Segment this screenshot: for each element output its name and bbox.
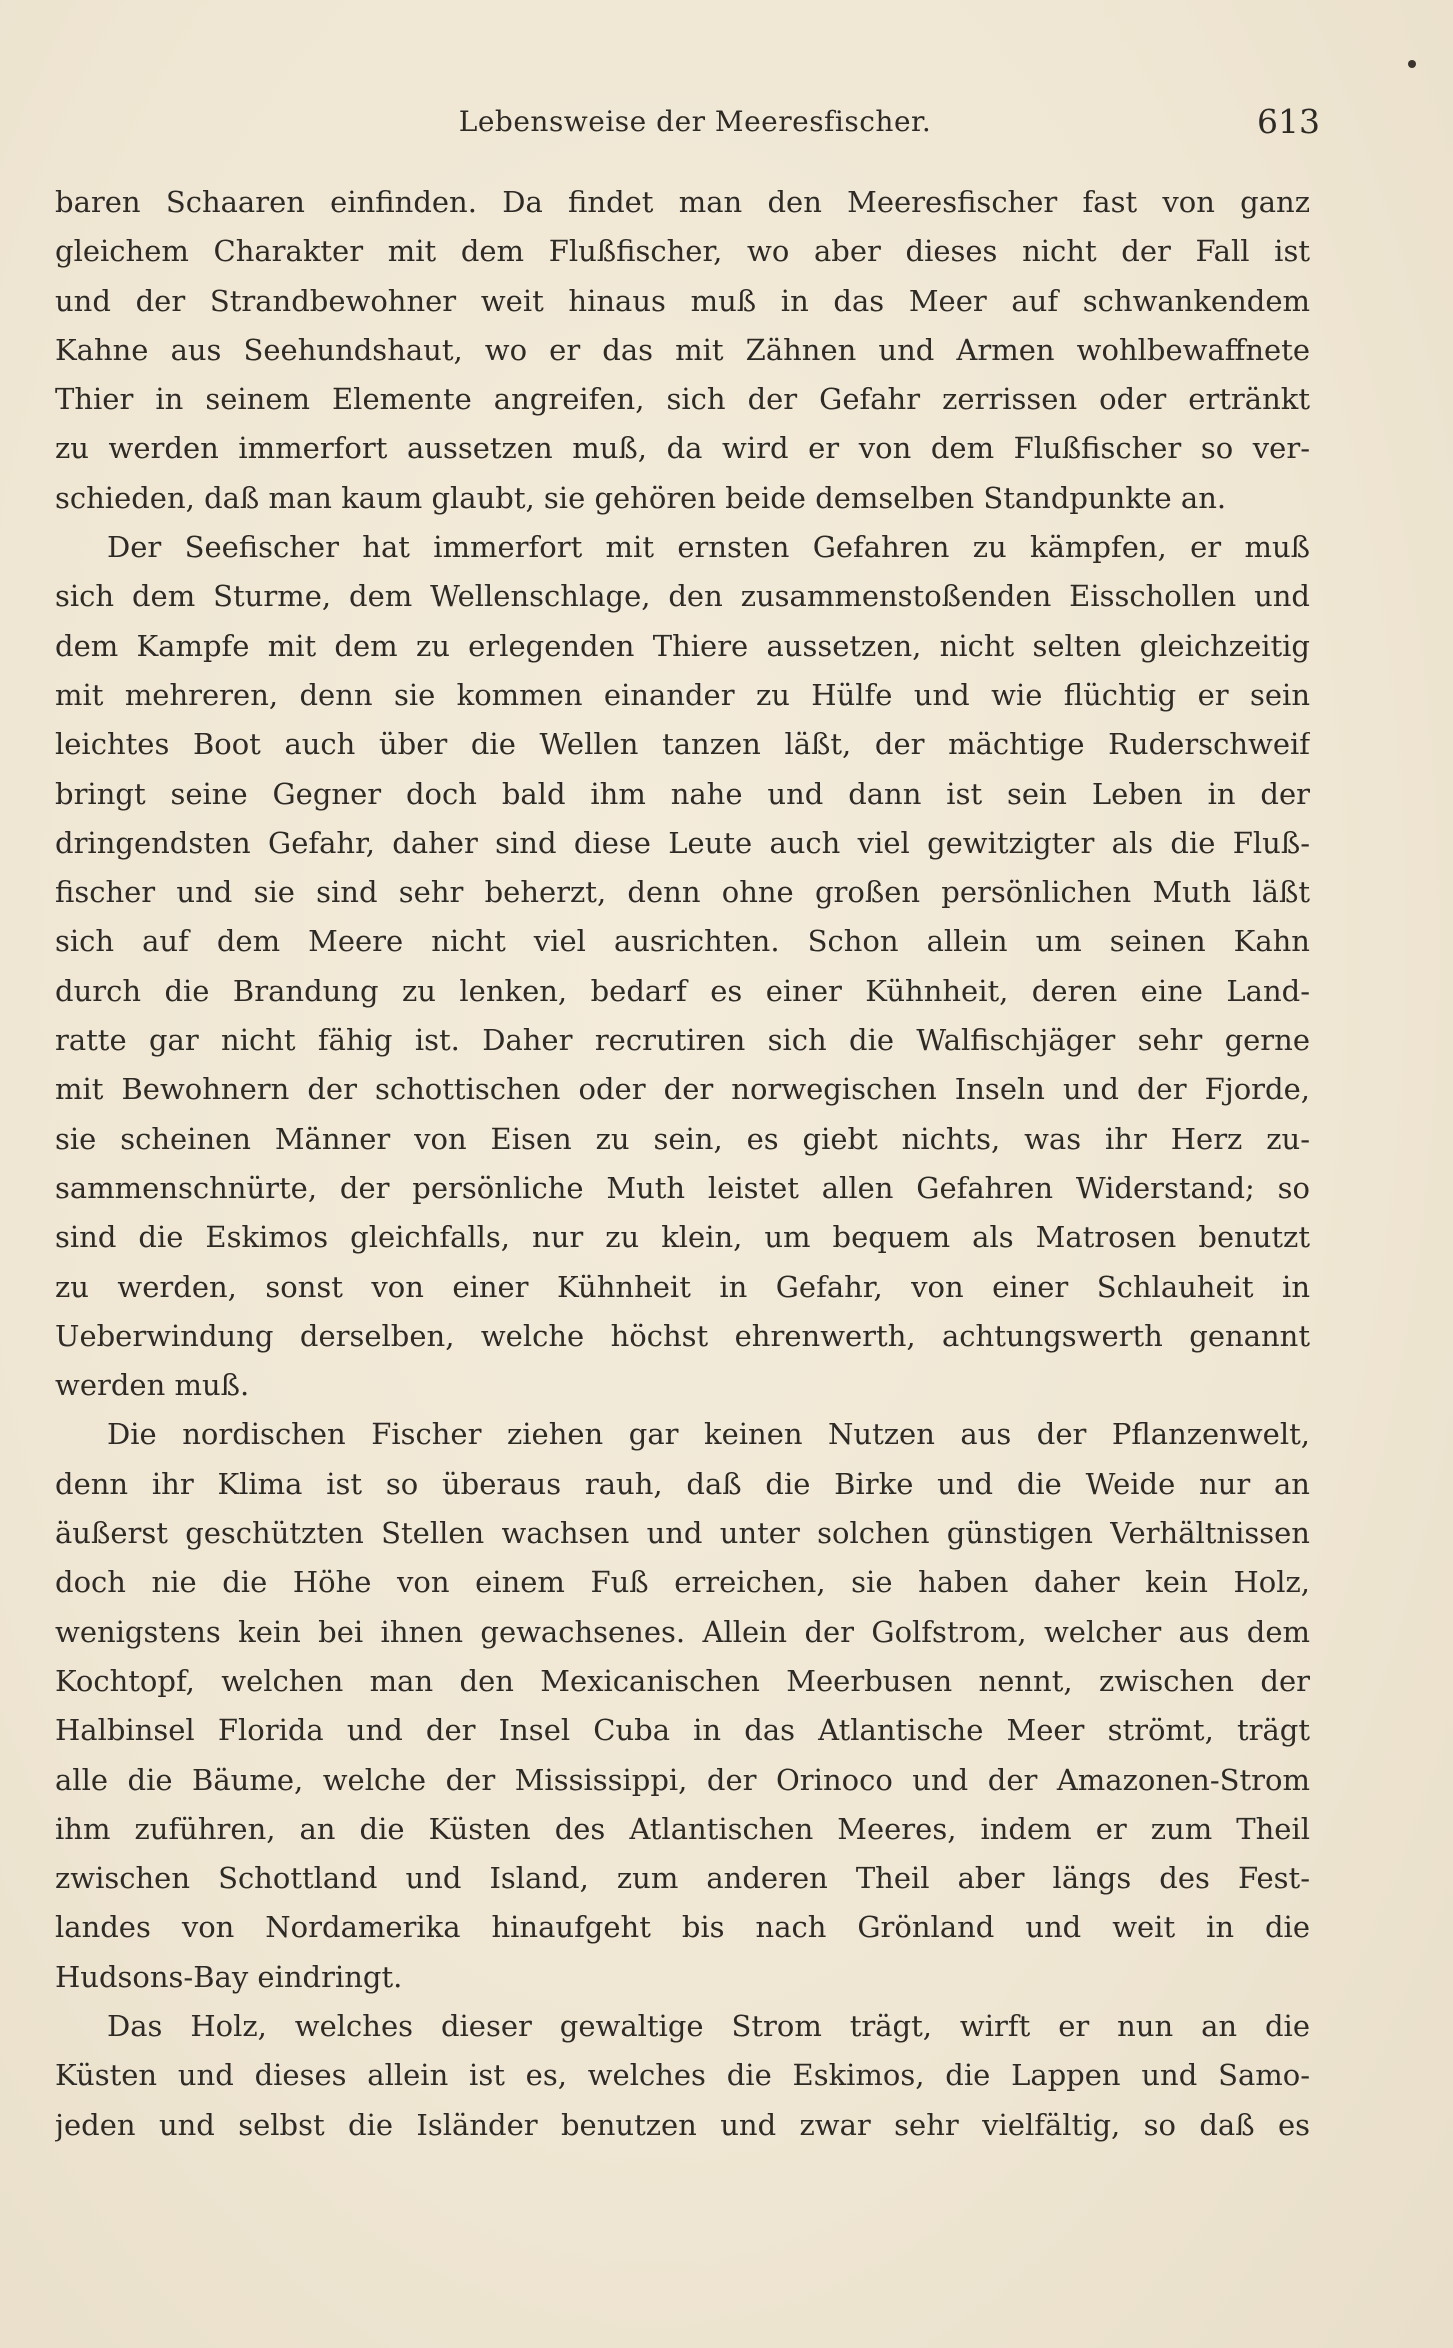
text-line: sammenschnürte, der persönliche Muth leistet allen Gefahren Widerstand; so (55, 1170, 1310, 1205)
text-line: Ueberwindung derselben, welche höchst ehrenwerth, achtungswerth genannt (55, 1318, 1310, 1353)
text-line: mit Bewohnern der schottischen oder der norwegischen Inseln und der Fjorde, (55, 1072, 1310, 1107)
body-text (55, 178, 1310, 2150)
page-number: 613 (1257, 102, 1320, 141)
ink-spot (1408, 60, 1416, 68)
page-header (70, 98, 1320, 146)
text-line: Küsten und dieses allein ist es, welches die Eskimos, die Lappen und Samo- (55, 2058, 1310, 2093)
text-line: sie scheinen Männer von Eisen zu sein, es giebt nichts, was ihr Herz zu- (55, 1121, 1310, 1156)
text-line: sich dem Sturme, dem Wellenschlage, den zusammenstoßenden Eisschollen und (55, 579, 1310, 614)
text-line: alle die Bäume, welche der Mississippi, der Orinoco und der Amazonen-Strom (55, 1762, 1310, 1797)
text-line: wenigstens kein bei ihnen gewachsenes. Allein der Golfstrom, welcher aus dem (55, 1614, 1310, 1649)
text-line: äußerst geschützten Stellen wachsen und unter solchen günstigen Verhältnissen (55, 1516, 1310, 1551)
text-line: mit mehreren, denn sie kommen einander zu Hülfe und wie flüchtig er sein (55, 677, 1310, 712)
text-line: landes von Nordamerika hinaufgeht bis nach Grönland und weit in die (55, 1910, 1310, 1945)
text-line: gleichem Charakter mit dem Flußfischer, wo aber dieses nicht der Fall ist (55, 234, 1310, 269)
text-line: werden muß. (55, 1368, 250, 1403)
text-line: Der Seefischer hat immerfort mit ernsten Gefahren zu kämpfen, er muß (107, 530, 1310, 565)
text-line: leichtes Boot auch über die Wellen tanzen läßt, der mächtige Ruderschweif (55, 727, 1310, 762)
text-line: schieden, daß man kaum glaubt, sie gehören beide demselben Standpunkte an. (55, 480, 1227, 515)
text-line: Hudsons-Bay eindringt. (55, 1959, 403, 1994)
text-line: denn ihr Klima ist so überaus rauh, daß die Birke und die Weide nur an (55, 1466, 1310, 1501)
text-line: baren Schaaren einfinden. Da findet man den Meeresfischer fast von ganz (55, 185, 1310, 219)
text-line: Das Holz, welches dieser gewaltige Strom trägt, wirft er nun an die (107, 2008, 1310, 2043)
text-line: Thier in seinem Elemente angreifen, sich der Gefahr zerrissen oder ertränkt (55, 382, 1310, 417)
text-line: Kochtopf, welchen man den Mexicanischen Meerbusen nennt, zwischen der (55, 1663, 1310, 1698)
text-line: Kahne aus Seehundshaut, wo er das mit Zähnen und Armen wohlbewaffnete (55, 332, 1310, 367)
text-line: durch die Brandung zu lenken, bedarf es einer Kühnheit, deren eine Land- (55, 973, 1310, 1008)
text-line: zu werden, sonst von einer Kühnheit in Gefahr, von einer Schlauheit in (55, 1269, 1310, 1304)
text-line: und der Strandbewohner weit hinaus muß in das Meer auf schwankendem (55, 283, 1310, 318)
text-line: dem Kampfe mit dem zu erlegenden Thiere aussetzen, nicht selten gleichzeitig (55, 628, 1310, 663)
text-line: sind die Eskimos gleichfalls, nur zu klein, um bequem als Matrosen benutzt (55, 1220, 1310, 1255)
text-line: ratte gar nicht fähig ist. Daher recrutiren sich die Walfischjäger sehr gerne (55, 1023, 1310, 1058)
text-line: sich auf dem Meere nicht viel ausrichten. Schon allein um seinen Kahn (55, 924, 1310, 959)
text-line: bringt seine Gegner doch bald ihm nahe und dann ist sein Leben in der (55, 776, 1310, 811)
text-line: ihm zuführen, an die Küsten des Atlantischen Meeres, indem er zum Theil (55, 1811, 1310, 1846)
text-line: doch nie die Höhe von einem Fuß erreichen, sie haben daher kein Holz, (55, 1565, 1310, 1600)
running-head: Lebensweise der Meeresfischer. (458, 105, 932, 138)
text-line: Halbinsel Florida und der Insel Cuba in das Atlantische Meer strömt, trägt (55, 1713, 1310, 1748)
text-line: Die nordischen Fischer ziehen gar keinen Nutzen aus der Pflanzenwelt, (107, 1417, 1310, 1452)
text-line: dringendsten Gefahr, daher sind diese Leute auch viel gewitzigter als die Fluß- (55, 825, 1310, 860)
text-line: zwischen Schottland und Island, zum anderen Theil aber längs des Fest- (55, 1861, 1310, 1896)
text-line: fischer und sie sind sehr beherzt, denn ohne großen persönlichen Muth läßt (55, 875, 1310, 910)
text-line: jeden und selbst die Isländer benutzen und zwar sehr vielfältig, so daß es (55, 2107, 1310, 2142)
text-line: zu werden immerfort aussetzen muß, da wird er von dem Flußfischer so ver- (55, 431, 1310, 466)
